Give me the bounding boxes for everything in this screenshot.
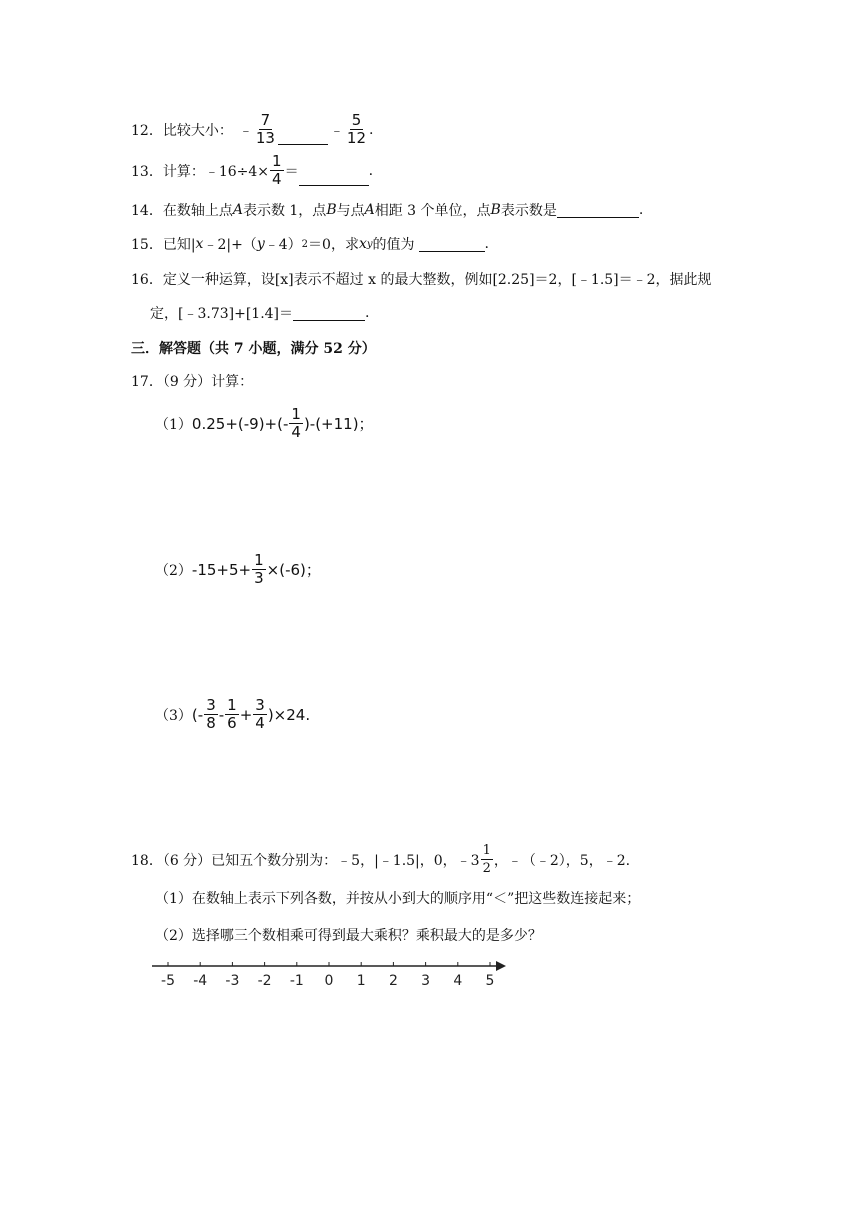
answer-blank[interactable] — [278, 129, 328, 145]
fraction: $\frac{1}{6}$ — [227, 696, 237, 732]
question-17-heading: 17．（9 分）计算： — [131, 374, 254, 390]
period: . — [365, 305, 370, 321]
question-text: 比较大小： — [162, 122, 233, 139]
question-16 — [131, 269, 712, 289]
question-number: 16． — [131, 272, 163, 288]
question-17-part-1 — [155, 406, 374, 441]
period: . — [368, 162, 374, 179]
part-label: （3） — [155, 707, 192, 724]
tick-label: 5 — [485, 973, 495, 989]
answer-blank[interactable] — [419, 236, 485, 252]
var: y — [256, 236, 265, 252]
tick-label: -3 — [225, 973, 240, 989]
var: x — [195, 236, 204, 252]
question-17-part-3 — [155, 697, 310, 732]
var: x — [358, 236, 367, 252]
question-text: 表示数 1，点 — [242, 203, 327, 219]
question-12 — [131, 112, 373, 147]
period: . — [369, 121, 374, 138]
var: B — [490, 202, 501, 218]
question-text: 与点 — [336, 203, 365, 219]
expression: ×(-6)； — [266, 561, 321, 579]
minus-sign: - — [218, 705, 225, 724]
question-number: 12． — [131, 122, 163, 139]
answer-blank[interactable] — [293, 305, 365, 321]
question-number: 15． — [131, 237, 163, 253]
question-text: 已知| — [162, 237, 196, 253]
expression: )×24. — [267, 705, 311, 724]
question-text: 定义一种运算，设[x]表示不超过 x 的最大整数，例如[2.25]＝2，[﹣1.5]＝﹣2，据此规 — [162, 272, 712, 288]
tick-label: 4 — [453, 973, 463, 989]
question-text: 计算：﹣16÷4× — [162, 163, 270, 180]
exponent: 2 — [301, 238, 309, 250]
question-14 — [131, 200, 643, 220]
tick-label: -4 — [193, 973, 208, 989]
tick-label: 1 — [356, 973, 366, 989]
expression: -15+5+ — [191, 560, 252, 579]
var: A — [232, 202, 243, 218]
var: A — [364, 202, 375, 218]
question-18-sub-2: （2）选择哪三个数相乘可得到最大乘积？乘积最大的是多少？ — [155, 928, 542, 944]
answer-blank[interactable] — [299, 170, 369, 186]
tick-label: -2 — [257, 973, 272, 989]
arrow-icon — [496, 961, 506, 971]
question-number: 13． — [131, 163, 163, 180]
question-text: ﹣4） — [264, 237, 302, 253]
expression: )-(+11)； — [303, 415, 374, 433]
fraction: $\frac{5}{12}$ — [346, 111, 367, 147]
question-text: 在数轴上点 — [162, 203, 233, 219]
tick-label: -1 — [289, 973, 304, 989]
fraction: $\frac{1}{2}$ — [482, 843, 491, 876]
period: . — [484, 236, 489, 252]
question-13 — [131, 153, 373, 188]
fraction: $\frac{1}{3}$ — [254, 551, 264, 587]
question-text: ＝0，求 — [308, 237, 359, 253]
equals-sign: ＝ — [284, 163, 299, 180]
question-text: ，﹣（﹣2），5，﹣2. — [493, 852, 631, 869]
expression: (- — [191, 705, 204, 724]
answer-blank[interactable] — [557, 202, 639, 218]
fraction: $\frac{7}{13}$ — [255, 111, 275, 147]
plus-sign: + — [239, 705, 253, 724]
question-text: 表示数是 — [500, 203, 557, 219]
question-text: 18．（6 分）已知五个数分别为：﹣5，|﹣1.5|，0，﹣3 — [131, 852, 480, 869]
tick-label: 3 — [421, 973, 431, 989]
question-18-sub-1: （1）在数轴上表示下列各数，并按从小到大的顺序用“＜”把这些数连接起来； — [155, 891, 641, 907]
var: B — [326, 202, 337, 218]
question-number: 14． — [131, 203, 163, 219]
fraction: $\frac{1}{4}$ — [272, 152, 282, 188]
minus-sign: ﹣ — [238, 122, 253, 139]
tick-label: -5 — [161, 973, 175, 989]
part-label: （2） — [155, 562, 192, 579]
tick-label: 0 — [324, 973, 334, 989]
question-17-part-2 — [155, 552, 321, 587]
question-text: 的值为 — [372, 237, 415, 253]
question-text: 定，[﹣3.73]+[1.4]＝ — [150, 306, 294, 322]
expression: 0.25+(-9)+(- — [191, 414, 289, 433]
tick-label: 2 — [388, 973, 398, 989]
question-text: 相距 3 个单位，点 — [374, 203, 491, 219]
fraction: $\frac{3}{4}$ — [255, 696, 265, 732]
question-15 — [131, 234, 489, 254]
minus-sign: ﹣ — [329, 122, 344, 139]
question-16-cont — [150, 303, 369, 323]
number-line[interactable] — [150, 958, 510, 992]
question-18-heading — [131, 842, 630, 877]
question-text: ﹣2|+（ — [203, 237, 257, 253]
section-heading: 三．解答题（共 7 小题，满分 52 分） — [131, 341, 376, 357]
fraction: $\frac{3}{8}$ — [206, 696, 216, 732]
fraction: $\frac{1}{4}$ — [291, 405, 301, 441]
part-label: （1） — [155, 416, 192, 433]
period: . — [638, 202, 644, 218]
exponent: y — [366, 238, 373, 250]
